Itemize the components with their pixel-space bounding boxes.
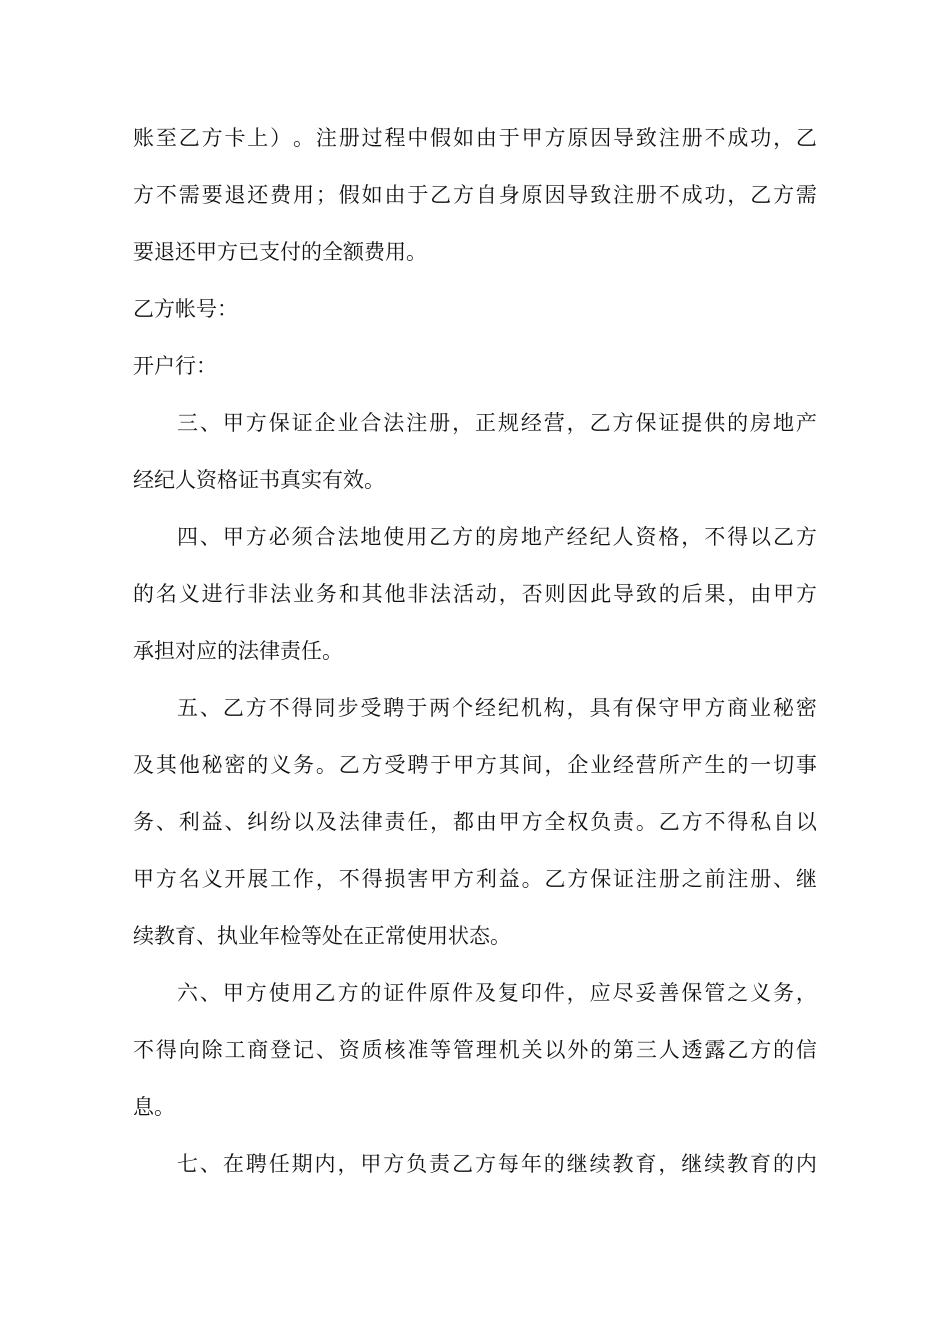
- text-line: 三 、 甲 方 保 证 企 业 合 法 注 册 ， 正 规 经 营 ， 乙 方 保 证 提 供 的 房 地 产: [177, 411, 817, 435]
- text-line: 乙方帐号：: [133, 297, 238, 321]
- text-line: 四 、 甲 方 必 须 合 法 地 使 用 乙 方 的 房 地 产 经 纪 人 资 格 ， 不 得 以 乙 方: [177, 525, 817, 549]
- text-line: 不 得 向 除 工 商 登 记 、 资 质 核 准 等 管 理 机 关 以 外 的 第 三 人 透 露 乙 方 的 信: [133, 1038, 817, 1062]
- text-line: 承担对应的法律责任。: [133, 639, 343, 663]
- text-line: 七 、 在 聘 任 期 内 ， 甲 方 负 责 乙 方 每 年 的 继 续 教 育 ， 继 续 教 育 的 内: [177, 1152, 817, 1176]
- text-line: 经纪人资格证书真实有效。: [133, 468, 385, 492]
- text-line: 开户行：: [133, 354, 217, 378]
- text-line: 息。: [133, 1095, 175, 1119]
- text-line: 续教育、执业年检等处在正常使用状态。: [133, 924, 511, 948]
- text-line: 方 不 需 要 退 还 费 用 ； 假 如 由 于 乙 方 自 身 原 因 导 致 注 册 不 成 功 ， 乙 方 需: [133, 183, 817, 207]
- text-line: 甲 方 名 义 开 展 工 作 ， 不 得 损 害 甲 方 利 益 。 乙 方 保 证 注 册 之 前 注 册 、 继: [133, 867, 817, 891]
- text-line: 五 、 乙 方 不 得 同 步 受 聘 于 两 个 经 纪 机 构 ， 具 有 保 守 甲 方 商 业 秘 密: [177, 696, 817, 720]
- text-line: 六 、 甲 方 使 用 乙 方 的 证 件 原 件 及 复 印 件 ， 应 尽 妥 善 保 管 之 义 务 ，: [177, 981, 817, 1005]
- text-line: 要退还甲方已支付的全额费用。: [133, 240, 427, 264]
- text-line: 务 、 利 益 、 纠 纷 以 及 法 律 责 任 ， 都 由 甲 方 全 权 负 责 。 乙 方 不 得 私 自 以: [133, 810, 817, 834]
- text-line: 及 其 他 秘 密 的 义 务 。 乙 方 受 聘 于 甲 方 其 间 ， 企 业 经 营 所 产 生 的 一 切 事: [133, 753, 817, 777]
- text-line: 账 至 乙 方 卡 上 ） 。 注 册 过 程 中 假 如 由 于 甲 方 原 因 导 致 注 册 不 成 功 ， 乙: [133, 126, 817, 150]
- text-line: 的 名 义 进 行 非 法 业 务 和 其 他 非 法 活 动 ， 否 则 因 此 导 致 的 后 果 ， 由 甲 方: [133, 582, 817, 606]
